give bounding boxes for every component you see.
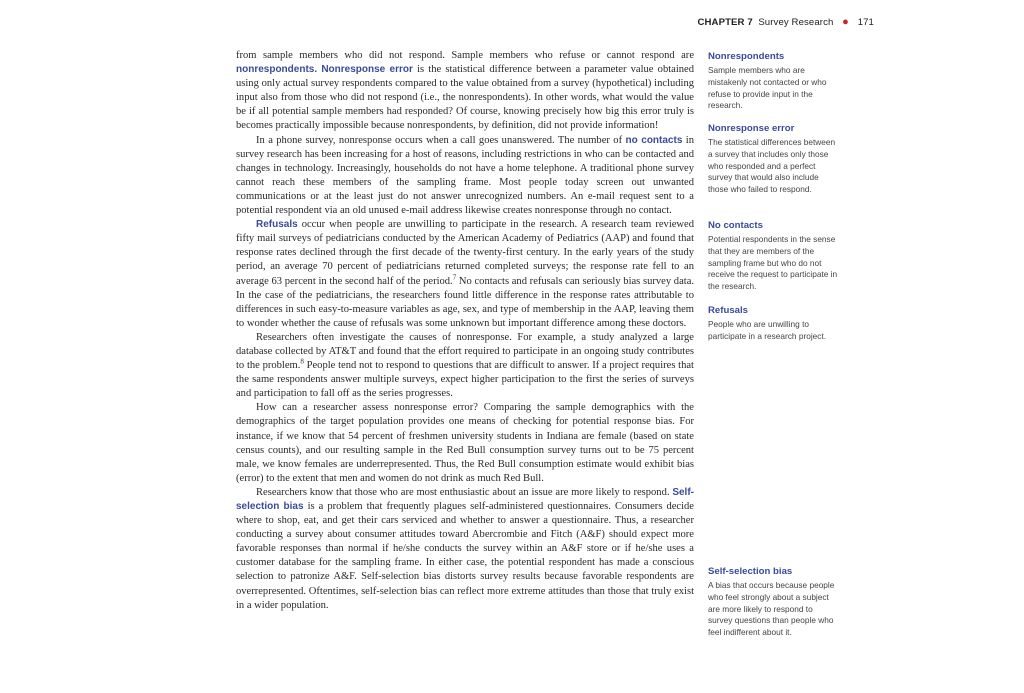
glossary-definition: A bias that occurs because people who feel strongly about a subject are more likely to respond to survey questions than people who feel indifferent about it. <box>708 580 835 638</box>
paragraph-1 <box>236 49 694 134</box>
paragraph-6 <box>236 486 694 613</box>
paragraph-3 <box>236 218 694 331</box>
text-run: is the statistical difference between a parameter value obtained using only actual survey respondents compared to the value obtained from a survey (hypothetical) including input also from those who did not respond (i.e., the nonrespondents). In other words, what would the value be if all potential sample members had responded? Of course, knowing precisely how big this error truly is becomes practically impossible because nonrespondents, by definition, did not provide information! <box>236 64 694 132</box>
text-run: Researchers often investigate the causes of nonresponse. For example, a study analyzed a large database collected by AT&T and found that the effort required to participate in an ongoing study contributes to the problem. <box>236 331 694 372</box>
glossary-definition: Sample members who are mistakenly not contacted or who refuse to provide input in the research. <box>708 65 827 111</box>
text-run: Researchers know that those who are most enthusiastic about an issue are more likely to respond. <box>256 486 673 498</box>
footnote-ref-7: 7 <box>452 272 457 281</box>
glossary-term: Self-selection bias <box>708 566 793 577</box>
keyword-no-contacts: no contacts <box>625 134 683 146</box>
paragraph-4 <box>236 331 694 401</box>
text-run: In a phone survey, nonresponse occurs when a call goes unanswered. The number of <box>256 134 626 146</box>
text-run: from sample members who did not respond. Sample members who refuse or cannot respond are <box>236 50 694 61</box>
text-run: How can a researcher assess nonresponse error? Comparing the sample demographics with the demographics of the target population provides one means of checking for potential response bias. For instance, if we know that 54 percent of freshmen university students in Indiana are female (based on state census counts), and our resulting sample in the Red Bull consumption survey turns out to be 75 percent male, we know females are underrepresented. Thus, the Red Bull consumption estimate would exhibit bias (error) to the extent that men and women do not drink as much Red Bull. <box>236 402 694 484</box>
text-run: in survey research has been increasing for a host of reasons, including restrictions in who can be contacted and changes in technology. Increasingly, households do not have a home telephone. A traditional phone survey cannot reach these members of the sampling frame. Most people today screen out unwanted communications or at the least just do not answer unrecognized numbers. An e-mail request sent to a potential respondent via an old unused e-mail address likewise creates nonresponse through no contact. <box>236 134 694 217</box>
paragraph-5 <box>236 401 694 486</box>
text-run: occur when people are unwilling to participate in the research. A research team reviewed fifty mail surveys of pediatricians conducted by the American Academy of Pediatrics (AAP) and found that response rates declined through the first decade of the twenty-first century. In the early years of the study period, an average 70 percent of pediatricians returned completed surveys; the response rate fell to an average 63 percent in the second half of the period. <box>236 219 694 287</box>
paragraph-2 <box>236 134 694 219</box>
keyword-nonrespondents: nonrespondents. <box>236 64 318 76</box>
glossary-term: Refusals <box>708 305 748 316</box>
glossary-no-contacts <box>708 219 838 293</box>
glossary-term: Nonresponse error <box>708 123 795 134</box>
chapter-title: Survey Research <box>758 17 834 28</box>
text-run: is a problem that frequently plagues self-administered questionnaires. Consumers decide where to shop, eat, and get their cars serviced and whether to answer a questionnaire. Thus, a researcher conducting a survey about consumer attitudes toward Abercrombie and Fitch (A&F) should expect more favorable responses than normal if he/she conducts the survey within an A&F store or if he/she uses a customer database for the sampling frame. In either case, the potential respondent has made a conscious selection to patronize A&F. Self-selection bias distorts survey results because favorable respondents are overrepresented. Oftentimes, self-selection bias can reflect more extreme attitudes than those that truly exist in a wider population. <box>236 501 694 611</box>
keyword-nonresponse-error: Nonresponse error <box>321 64 413 76</box>
glossary-definition: The statistical differences between a survey that includes only those who responded and a perfect survey that would also include those who failed to respond. <box>708 137 836 195</box>
keyword-refusals: Refusals <box>256 219 298 231</box>
glossary-term: No contacts <box>708 220 763 231</box>
glossary-self-selection-bias <box>708 565 838 639</box>
glossary-term: Nonrespondents <box>708 51 785 62</box>
running-header <box>698 16 875 28</box>
glossary-nonrespondents <box>708 50 838 112</box>
main-text-column <box>236 49 694 613</box>
glossary-refusals <box>708 304 838 343</box>
page-number: 171 <box>857 17 874 28</box>
glossary-definition: People who are unwilling to participate in a research project. <box>708 319 827 341</box>
header-separator-dot: ● <box>842 16 849 28</box>
footnote-ref-8: 8 <box>300 357 304 366</box>
text-run: People tend not to respond to questions that are difficult to answer. If a project requires that the same respondents answer multiple surveys, expect higher participation to the first the series of surveys and participation to fall off as the series progresses. <box>236 360 694 400</box>
chapter-label: CHAPTER 7 <box>697 17 753 28</box>
keyword-self-selection-bias: Self-selection bias <box>236 486 694 512</box>
glossary-definition: Potential respondents in the sense that they are members of the sampling frame but who do not receive the request to participate in the research. <box>708 234 838 292</box>
glossary-nonresponse-error <box>708 122 838 196</box>
text-run: No contacts and refusals can seriously bias survey data. In the case of the pediatricians, the researchers found little difference in the response rates attributable to differences in such easy-to-measure variables as age, sex, and type of membership in the AAP, leaving them to wonder whether the cause of refusals was some unknown but important difference among these doctors. <box>236 275 695 329</box>
